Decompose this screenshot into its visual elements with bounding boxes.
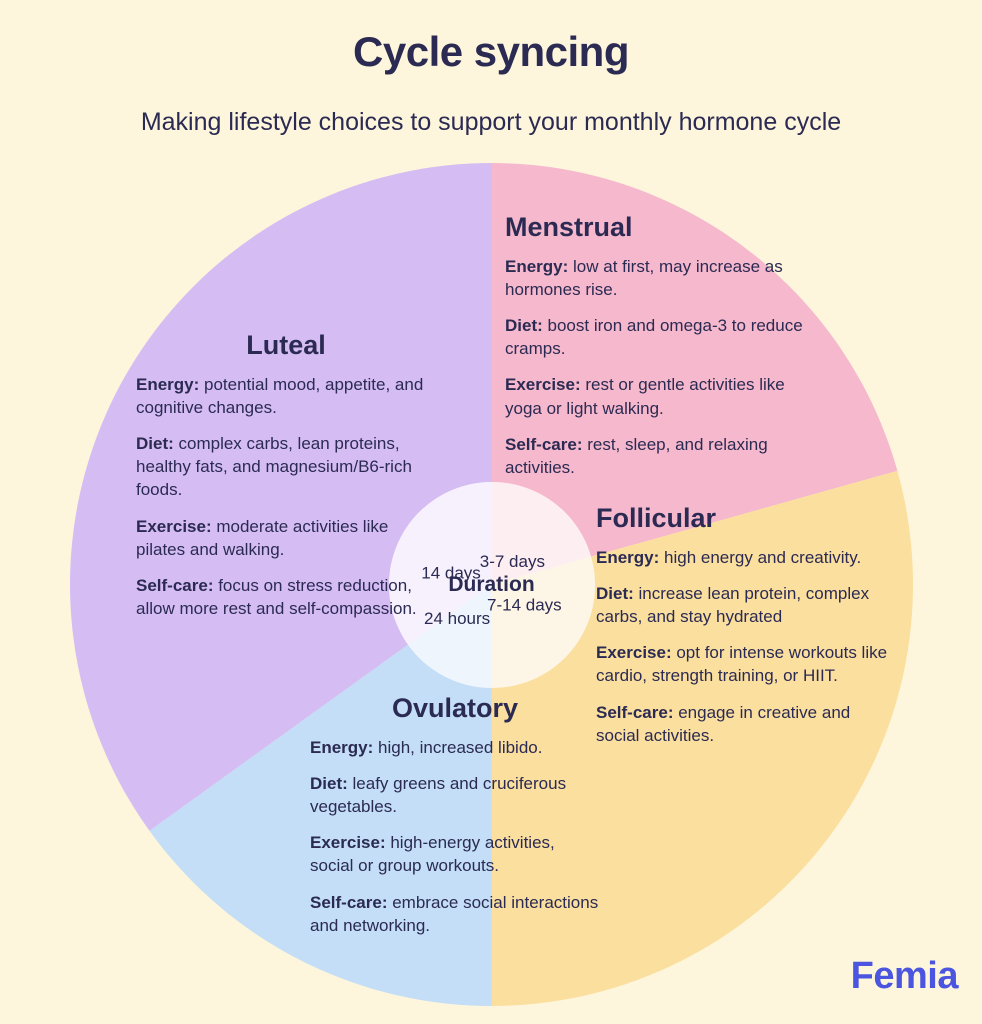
item-text: moderate activities like pilates and walking. (136, 516, 389, 559)
phase-item (596, 582, 896, 628)
item-label: Energy: (310, 738, 374, 757)
item-text: leafy greens and cruciferous vegetables. (310, 774, 567, 817)
phase-item (505, 373, 805, 419)
item-label: Diet: (310, 774, 348, 794)
item-label: Diet: (596, 584, 634, 604)
phase-item (310, 736, 600, 759)
item-text: rest, sleep, and relaxing activities. (505, 434, 768, 477)
item-text: low at first, may increase as hormones rise. (505, 257, 783, 300)
phase-block-follicular (596, 503, 896, 747)
phase-title-ovulatory: Ovulatory (391, 693, 519, 723)
phase-title-follicular: Follicular (596, 503, 717, 533)
item-label: Exercise: (596, 643, 672, 663)
item-label: Energy: (136, 375, 200, 394)
phase-item (505, 314, 805, 360)
item-text: focus on stress reduction, allow more rest and self-compassion. (136, 575, 417, 618)
duration-luteal: 14 days (421, 562, 481, 582)
brand-logo: Femia (850, 955, 958, 997)
phase-item (596, 641, 896, 687)
item-label: Exercise: (505, 375, 581, 395)
item-text: rest or gentle activities like yoga or light walking. (505, 375, 785, 418)
item-text: embrace social interactions and networking. (310, 892, 599, 935)
item-text: boost iron and omega-3 to reduce cramps. (505, 316, 803, 359)
phase-item (136, 574, 436, 620)
item-text: increase lean protein, complex carbs, and stay hydrated (596, 584, 870, 627)
item-label: Energy: (505, 257, 569, 276)
item-text: potential mood, appetite, and cognitive changes. (136, 375, 424, 418)
phase-title-luteal: Luteal (246, 330, 326, 360)
item-label: Exercise: (136, 516, 212, 536)
phase-block-ovulatory (310, 693, 600, 937)
phase-block-luteal (136, 330, 436, 620)
item-label: Diet: (136, 434, 174, 454)
item-label: Energy: (596, 548, 660, 567)
phase-item (310, 772, 600, 818)
item-text: high-energy activities, social or group workouts. (310, 833, 555, 876)
item-text: high, increased libido. (373, 738, 543, 757)
item-label: Diet: (505, 316, 543, 336)
duration-menstrual: 3-7 days (479, 551, 545, 571)
phase-item (310, 891, 600, 937)
phase-item (136, 515, 436, 561)
duration-follicular: 7-14 days (487, 594, 562, 614)
item-text: opt for intense workouts like cardio, strength training, or HIIT. (596, 643, 888, 686)
item-label: Self-care: (310, 892, 388, 912)
item-label: Self-care: (596, 702, 674, 722)
phase-item (310, 831, 600, 877)
page-title: Cycle syncing (353, 28, 629, 75)
item-text: high energy and creativity. (659, 548, 862, 567)
item-label: Exercise: (310, 833, 386, 853)
phase-item (505, 433, 805, 479)
item-label: Self-care: (136, 575, 214, 595)
item-text: complex carbs, lean proteins, healthy fats, and magnesium/B6-rich foods. (136, 434, 412, 500)
phase-item (136, 432, 436, 501)
item-label: Self-care: (505, 434, 583, 454)
phase-item (596, 701, 896, 747)
phase-title-menstrual: Menstrual (505, 212, 633, 242)
phase-item (136, 373, 436, 419)
phase-block-menstrual (505, 212, 805, 479)
phase-item (596, 546, 896, 569)
item-text: engage in creative and social activities. (596, 702, 851, 745)
page-subtitle: Making lifestyle choices to support your monthly hormone cycle (140, 108, 842, 136)
duration-label: Duration (448, 572, 535, 596)
phase-item (505, 255, 805, 301)
duration-ovulatory: 24 hours (424, 608, 491, 628)
